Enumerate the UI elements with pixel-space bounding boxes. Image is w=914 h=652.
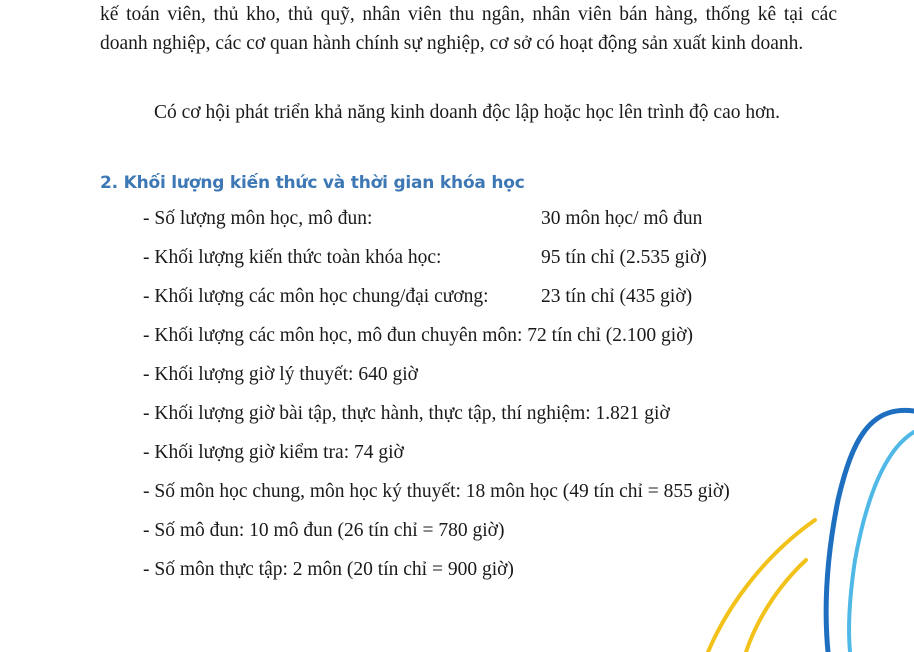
item-value: 30 môn học/ mô đun: [541, 208, 703, 229]
item-label: - Khối lượng giờ bài tập, thực hành, thực tập, thí nghiệm: 1.821 giờ: [143, 403, 670, 424]
item-value: 95 tín chỉ (2.535 giờ): [541, 247, 707, 268]
item-label: - Số lượng môn học, mô đun:: [143, 208, 373, 229]
swoosh-dark-blue: [826, 410, 914, 652]
section-heading: 2. Khối lượng kiến thức và thời gian khóa học: [100, 173, 525, 193]
item-label: - Số mô đun: 10 mô đun (26 tín chỉ = 780 giờ): [143, 520, 505, 541]
item-label: - Khối lượng giờ kiểm tra: 74 giờ: [143, 442, 404, 463]
item-label: - Số môn thực tập: 2 môn (20 tín chỉ = 900 giờ): [143, 559, 514, 580]
swoosh-light-blue: [849, 432, 914, 652]
item-value: 23 tín chỉ (435 giờ): [541, 286, 693, 307]
item-label: - Khối lượng kiến thức toàn khóa học:: [143, 247, 442, 268]
paragraph-career-roles: kế toán viên, thủ kho, thủ quỹ, nhân viên thu ngân, nhân viên bán hàng, thống kê tại các doanh nghiệp, các cơ quan hành chính sự nghiệp, cơ sở có hoạt động sản xuất kinh doanh.: [100, 4, 837, 54]
item-label: - Khối lượng các môn học chung/đại cương:: [143, 286, 489, 307]
item-label: - Khối lượng giờ lý thuyết: 640 giờ: [143, 364, 418, 385]
item-label: - Khối lượng các môn học, mô đun chuyên môn: 72 tín chỉ (2.100 giờ): [143, 325, 694, 346]
paragraph-career-growth: Có cơ hội phát triển khả năng kinh doanh độc lập hoặc học lên trình độ cao hơn.: [154, 102, 781, 123]
item-label: - Số môn học chung, môn học ký thuyết: 18 môn học (49 tín chỉ = 855 giờ): [143, 481, 730, 502]
swoosh-yellow-outer: [708, 520, 815, 652]
